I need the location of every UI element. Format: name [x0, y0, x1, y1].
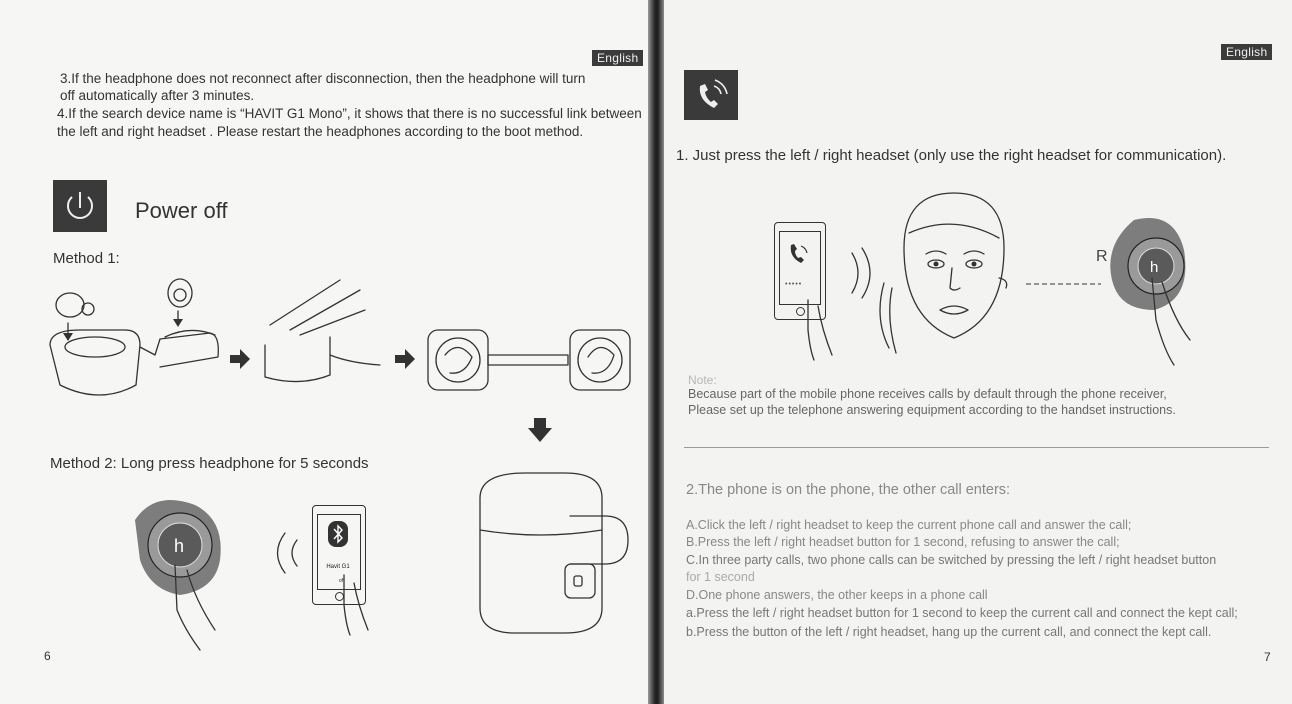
dashed-connector: [1026, 282, 1106, 286]
face-illustration: [884, 188, 1024, 368]
list-item: D.One phone answers, the other keeps in a phone call: [686, 588, 988, 602]
closed-case-illustration: [470, 468, 630, 638]
phone-status: off: [339, 578, 345, 584]
svg-text:h: h: [174, 536, 185, 556]
step3-line2: off automatically after 3 minutes.: [60, 88, 255, 103]
step2-title: 2.The phone is on the phone, the other call enters:: [686, 482, 1011, 498]
phone-device-name: Havit G1: [326, 564, 350, 570]
method1-illustration: [40, 275, 640, 395]
phone-call-icon: [785, 239, 815, 269]
divider: [684, 447, 1269, 448]
page-number: 7: [1264, 650, 1271, 664]
step4-line1: 4.If the search device name is “HAVIT G1 Mono”, it shows that there is no successful link between: [57, 106, 642, 121]
list-item: C.In three party calls, two phone calls can be switched by pressing the left / right headset button: [686, 553, 1217, 567]
language-tag: English: [1221, 44, 1272, 60]
step3-line1: 3.If the headphone does not reconnect after disconnection, then the headphone will turn: [60, 71, 586, 86]
section-title: Power off: [135, 198, 228, 223]
phone-call-icon: [684, 70, 738, 120]
signal-waves-icon: [265, 528, 305, 578]
svg-text:h: h: [1150, 259, 1159, 276]
method2-label: Method 2: Long press headphone for 5 seconds: [50, 455, 369, 472]
right-earbud-illustration: [1104, 210, 1194, 370]
note-line2: Please set up the telephone answering equipment according to the handset instructions.: [688, 403, 1176, 417]
note-title: Note:: [688, 373, 717, 387]
language-tag: English: [592, 50, 643, 66]
book-spine: [648, 0, 664, 704]
signal-waves-icon: [844, 248, 884, 298]
power-icon: [53, 180, 107, 232]
list-item: B.Press the left / right headset button for 1 second, refusing to answer the call;: [686, 535, 1120, 549]
phone-illustration: •••••: [774, 222, 826, 320]
step4-line2: the left and right headset . Please restart the headphones according to the boot method.: [57, 124, 584, 139]
arrow-down-icon: [528, 418, 552, 442]
finger-illustration: [340, 575, 380, 635]
method1-label: Method 1:: [53, 250, 120, 267]
finger-illustration: [804, 300, 844, 360]
note-line1: Because part of the mobile phone receives calls by default through the phone receiver,: [688, 387, 1167, 401]
page-number: 6: [44, 649, 51, 663]
earbud-press-illustration: [125, 490, 235, 650]
right-page: [664, 0, 1292, 704]
list-item: a.Press the left / right headset button for 1 second to keep the current call and connect the kept call;: [686, 606, 1238, 620]
bluetooth-icon: [328, 521, 348, 547]
list-item: A.Click the left / right headset to keep the current phone call and answer the call;: [686, 518, 1132, 532]
step1-text: 1. Just press the left / right headset (only use the right headset for communication).: [676, 147, 1227, 164]
list-item: for 1 second: [686, 570, 755, 584]
list-item: b.Press the button of the left / right headset, hang up the current call, and connect the kept call.: [686, 625, 1212, 639]
right-earbud-label: R: [1096, 248, 1108, 265]
